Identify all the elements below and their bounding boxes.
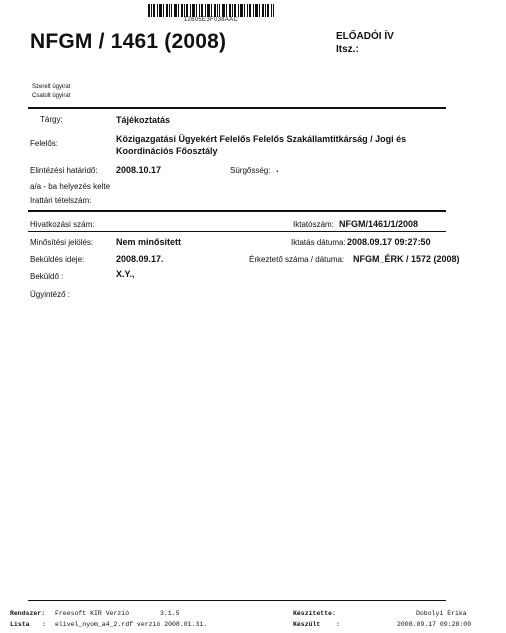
footer-divider [28, 600, 446, 601]
document-type: ELŐADÓI ÍV [336, 31, 394, 42]
ad-acta-label: a/a - ba helyezés kelte [30, 182, 111, 191]
footer-rendszer-value: Freesoft KIR Verzió [55, 610, 130, 617]
iktatas-datuma-label: Iktatás dátuma: [291, 238, 346, 247]
divider-top [28, 107, 446, 109]
hivatkozasi-szam-label: Hivatkozási szám: [30, 220, 95, 229]
felelos-label: Felelős: [30, 139, 59, 148]
iktatas-datuma-value: 2008.09.17 09:27:50 [347, 237, 431, 247]
barcode-text: 12605E3F038AAC [183, 17, 239, 23]
hatarido-label: Elintézési határidő: [30, 166, 98, 175]
bekuldes-ideje-value: 2008.09.17. [116, 254, 164, 264]
barcode [148, 4, 274, 17]
divider-middle [28, 210, 446, 212]
targy-label: Tárgy: [40, 115, 63, 124]
footer-keszult-label: Készült [293, 621, 321, 628]
footer-lista-separator: : [42, 621, 46, 628]
footer-keszult-value: 2008.09.17 09:28:00 [397, 621, 472, 628]
footer-lista-value: elivel_nyom_a4_2.rdf verzió 2008.01.31. [55, 621, 208, 628]
footer-keszitette-label: Készítette: [293, 610, 336, 617]
divider-thin [28, 231, 446, 232]
footer-keszult-separator: : [336, 621, 340, 628]
footer-lista-label: Lista [10, 621, 30, 628]
surgosseg-value: . [276, 164, 279, 174]
bekuldes-ideje-label: Beküldés ideje: [30, 255, 85, 264]
szerelt-ugyirat-label: Szerelt ügyirat [32, 84, 71, 90]
footer-rendszer-label: Rendszer: [10, 610, 46, 617]
document-title: NFGM / 1461 (2008) [30, 30, 227, 53]
footer-rendszer-version: 3.1.5 [160, 610, 180, 617]
footer-keszitette-value: Dobolyi Erika [416, 610, 467, 617]
csatolt-ugyirat-label: Csatolt ügyirat [32, 93, 71, 99]
iktatoszam-value: NFGM/1461/1/2008 [339, 219, 419, 229]
irattari-tetelszam-label: Irattári tételszám: [30, 196, 92, 205]
minositesi-jeloles-value: Nem minősített [116, 237, 182, 247]
surgosseg-label: Sürgősség: [230, 166, 271, 175]
itsz-label: Itsz.: [336, 44, 359, 55]
bekuldo-label: Beküldő : [30, 272, 64, 281]
targy-value: Tájékoztatás [116, 115, 171, 125]
erkezteto-label: Érkeztető száma / dátuma: [249, 255, 345, 264]
iktatoszam-label: Iktatószám: [293, 220, 334, 229]
hatarido-value: 2008.10.17 [116, 165, 162, 175]
minositesi-jeloles-label: Minősítési jelölés: [30, 238, 94, 247]
ugyintezo-label: Ügyintéző : [30, 290, 71, 299]
bekuldo-value: X.Y., [116, 269, 135, 279]
felelos-value: Közigazgatási Ügyekért Felelős Felelős Szakállamtitkárság / Jogi és Koordinációs Főosztály [116, 134, 407, 156]
erkezteto-value: NFGM_ÉRK / 1572 (2008) [353, 254, 460, 264]
